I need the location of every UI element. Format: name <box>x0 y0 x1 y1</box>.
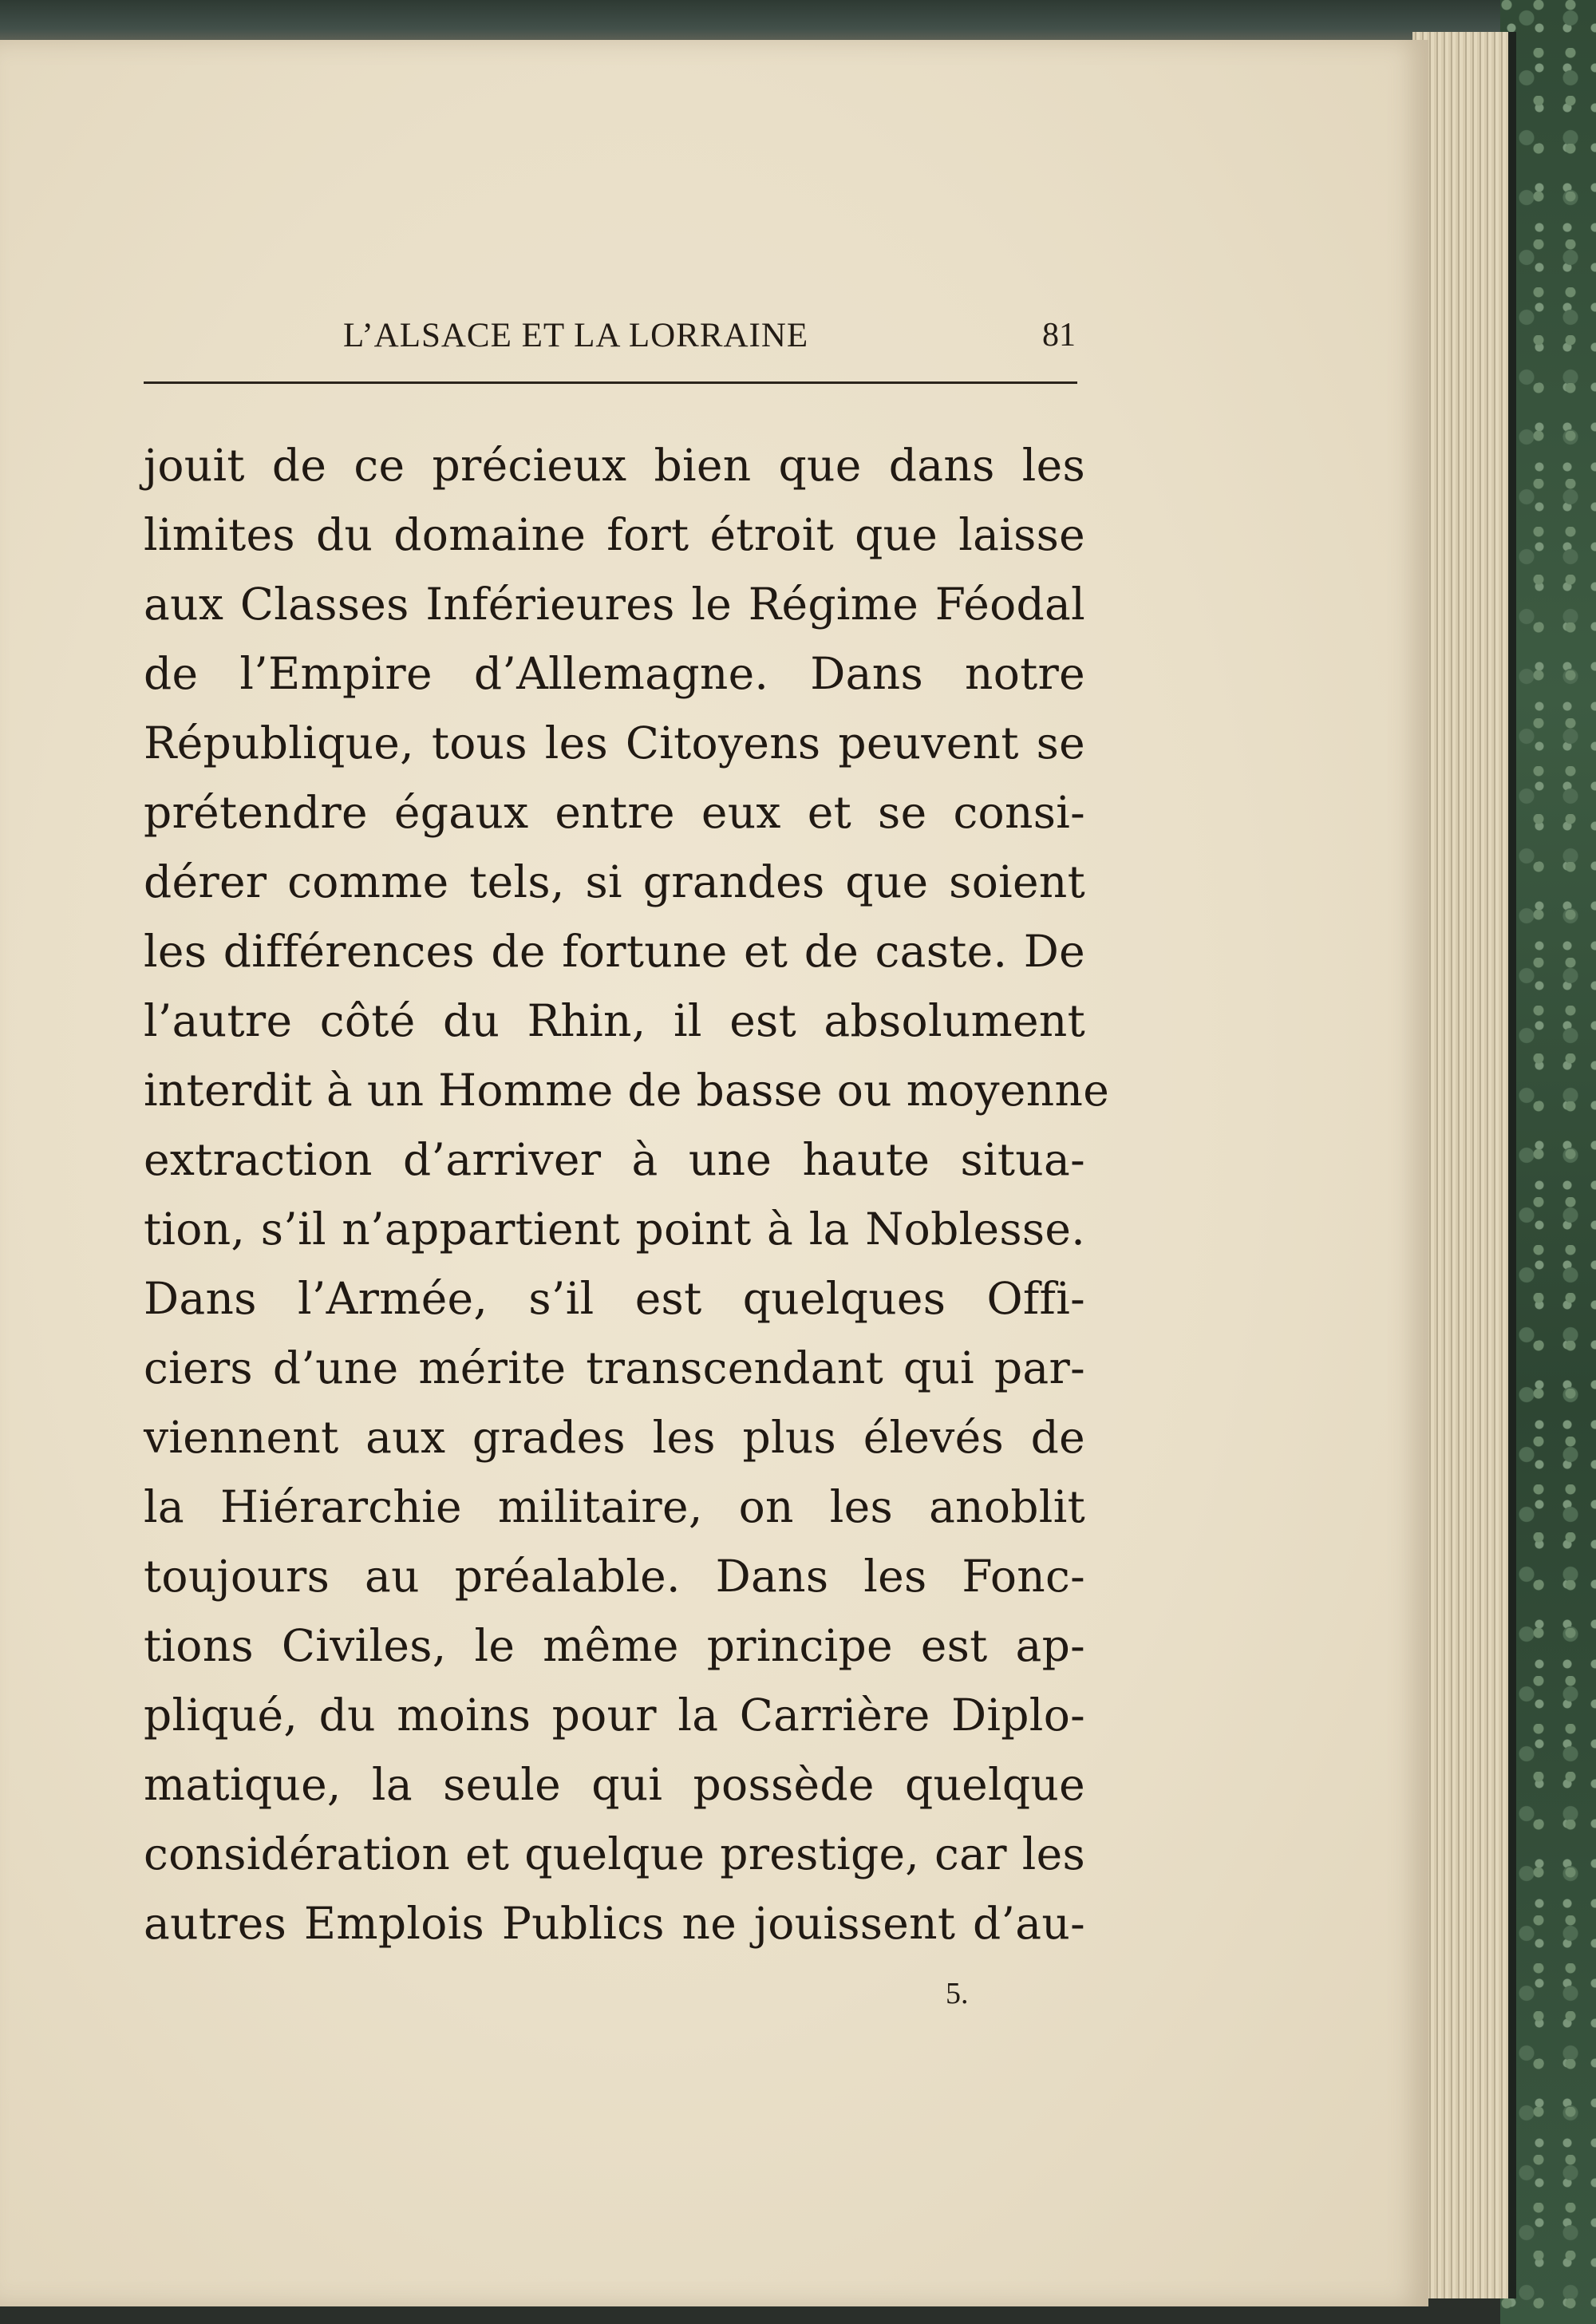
running-head-title: L’ALSACE ET LA LORRAINE <box>343 317 809 354</box>
text-line: Dans l’Armée, s’il est quelques Offi- <box>144 1273 1085 1324</box>
text-line: viennent aux grades les plus élevés de <box>144 1412 1085 1463</box>
text-line: la Hiérarchie militaire, on les anoblit <box>144 1481 1085 1532</box>
body-text <box>144 431 1110 1958</box>
text-line: pliqué, du moins pour la Carrière Diplo- <box>144 1690 1085 1741</box>
text-line: prétendre égaux entre eux et se consi- <box>144 787 1085 838</box>
page-number: 81 <box>1042 317 1076 354</box>
text-line: matique, la seule qui possède quelque <box>144 1759 1085 1810</box>
text-line: de l’Empire d’Allemagne. Dans notre <box>144 648 1085 699</box>
text-line: extraction d’arriver à une haute situa- <box>144 1134 1085 1185</box>
book-page <box>0 40 1428 2306</box>
text-line: ciers d’une mérite transcendant qui par- <box>144 1342 1085 1393</box>
text-line: les différences de fortune et de caste. De <box>144 926 1085 977</box>
running-head <box>144 286 1077 384</box>
text-line: aux Classes Inférieures le Régime Féodal <box>144 579 1085 630</box>
text-line: toujours au préalable. Dans les Fonc- <box>144 1551 1085 1602</box>
text-line: tion, s’il n’appartient point à la Noblesse. <box>144 1204 1085 1255</box>
signature-mark: 5. <box>946 1977 969 2010</box>
text-line: autres Emplois Publics ne jouissent d’au- <box>144 1898 1085 1949</box>
text-line: interdit à un Homme de basse ou moyenne <box>144 1065 1110 1116</box>
text-line: jouit de ce précieux bien que dans les <box>144 440 1085 491</box>
text-line: dérer comme tels, si grandes que soient <box>144 856 1085 907</box>
text-line: République, tous les Citoyens peuvent se <box>144 717 1085 769</box>
text-line: limites du domaine fort étroit que laisse <box>144 509 1085 560</box>
text-line: considération et quelque prestige, car les <box>144 1828 1085 1879</box>
text-line: tions Civiles, le même principe est ap- <box>144 1620 1085 1671</box>
text-line: l’autre côté du Rhin, il est absolument <box>144 995 1085 1046</box>
